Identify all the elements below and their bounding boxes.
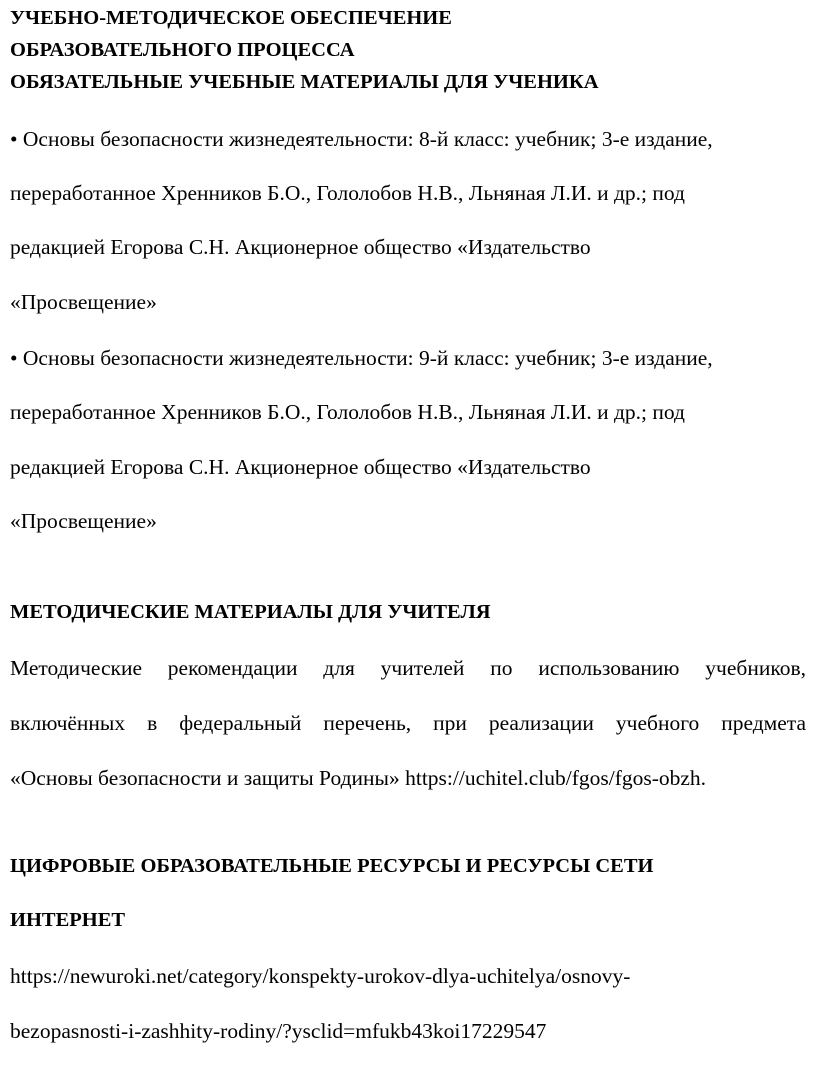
student-item-2-line-1: • Основы безопасности жизнедеятельности: 9-й класс: учебник; 3-е издание, [10,346,713,370]
digital-resources-heading-line-1: ЦИФРОВЫЕ ОБРАЗОВАТЕЛЬНЫЕ РЕСУРСЫ И РЕСУРСЫ СЕТИ [10,855,654,877]
teacher-materials-line-3: «Основы безопасности и защиты Родины» https://uchitel.club/fgos/fgos-obzh. [10,766,707,790]
student-item-2-line-2: переработанное Хренников Б.О., Гололобов Н.В., Льняная Л.И. и др.; под [10,400,685,424]
teacher-materials-heading: МЕТОДИЧЕСКИЕ МАТЕРИАЛЫ ДЛЯ УЧИТЕЛЯ [10,601,491,623]
teacher-materials-line-2: включённых в федеральный перечень, при реализации учебного предмета [10,711,806,735]
digital-resources-link-line-2[interactable]: bezopasnosti-i-zashhity-rodiny/?ysclid=mfukb43koi17229547 [10,1019,547,1043]
student-materials-heading: ОБЯЗАТЕЛЬНЫЕ УЧЕБНЫЕ МАТЕРИАЛЫ ДЛЯ УЧЕНИКА [10,71,599,93]
digital-resources-heading-line-2: ИНТЕРНЕТ [10,909,126,931]
student-item-1-line-3: редакцией Егорова С.Н. Акционерное общество «Издательство [10,235,591,259]
document-title-line-1: УЧЕБНО-МЕТОДИЧЕСКОЕ ОБЕСПЕЧЕНИЕ [10,7,452,29]
student-item-1-line-1: • Основы безопасности жизнедеятельности: 8-й класс: учебник; 3-е издание, [10,127,713,151]
document-title-line-2: ОБРАЗОВАТЕЛЬНОГО ПРОЦЕССА [10,39,355,61]
student-item-1-line-4: «Просвещение» [10,290,157,314]
student-item-2-line-4: «Просвещение» [10,509,157,533]
digital-resources-link-line-1[interactable]: https://newuroki.net/category/konspekty-urokov-dlya-uchitelya/osnovy- [10,964,631,988]
student-item-1-line-2: переработанное Хренников Б.О., Гололобов Н.В., Льняная Л.И. и др.; под [10,181,685,205]
student-item-2-line-3: редакцией Егорова С.Н. Акционерное общество «Издательство [10,455,591,479]
teacher-materials-line-1: Методические рекомендации для учителей по использованию учебников, [10,656,806,680]
